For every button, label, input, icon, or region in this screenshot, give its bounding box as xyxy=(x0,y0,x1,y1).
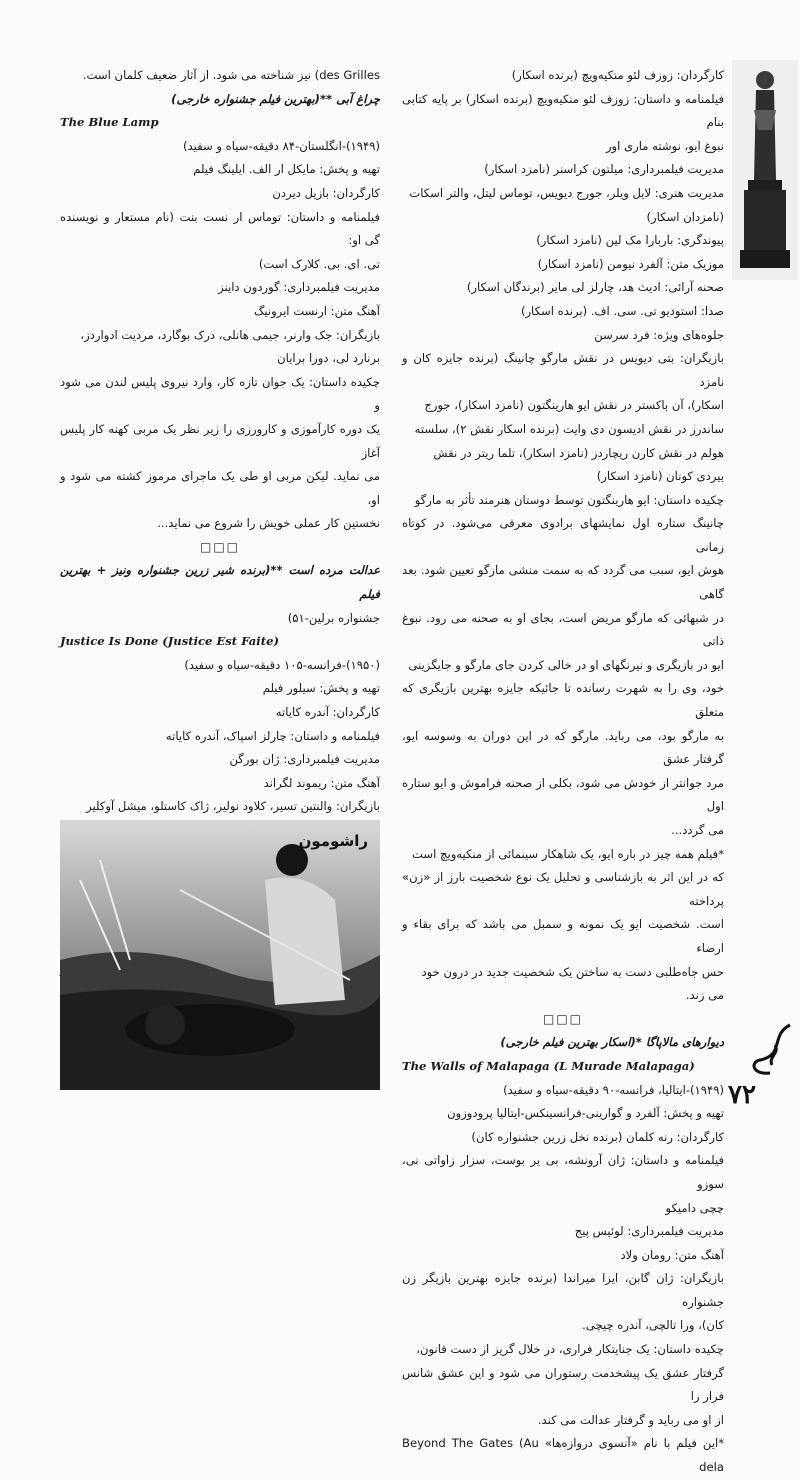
text-line: می گردد... xyxy=(671,823,724,837)
text-line: ایو در بازیگری و نیرنگهای او در خالی کردن جای مارگو و جایگزینی xyxy=(408,657,724,672)
text-line: بازیگران: بتی دیویس در نقش مارگو چانینگ (برنده جایزه کان و نامزد xyxy=(402,351,724,389)
film-title: عدالت مرده است **(برنده شیر زرین جشنواره ونیز + بهترین فیلم xyxy=(60,563,380,602)
text-line: آهنگ متن: رومان ولاد xyxy=(620,1247,724,1262)
text-line: فیلمنامه و داستان: چارلز اسپاک، آندره کایاته xyxy=(165,728,380,743)
text-line: هوش ایو، سبب می گردد که به سمت منشی مارگو تعیین شود. بعد گاهی xyxy=(402,563,724,602)
page-number: ۷۲ xyxy=(728,1080,756,1110)
text-line: مدیریت هنری: لایل ویلر، جورج دیویس، توماس لیتل، والتر اسکات xyxy=(409,185,724,200)
text-line: صحنه آرائی: ادیث هد، چارلز لی مایر (برندگان اسکار) xyxy=(466,280,724,295)
film-latin-title: The Blue Lamp xyxy=(60,115,159,130)
text-line: برنارد لی، دورا برایان xyxy=(277,351,380,366)
text-line: بیردی کونان (نامزد اسکار) xyxy=(596,469,724,484)
text-line: اسکار)، آن باکستر در نقش ایو هارینگتون (نامزد اسکار)، جورج xyxy=(424,398,724,413)
oscar-statuette-icon xyxy=(732,60,798,280)
text-line: به مارگو بود، می رباید. مارگو که در این دوران به وسوسه ایو، گرفتار عشق xyxy=(402,728,724,767)
film-details xyxy=(402,1079,724,1480)
text-line: هولم در نقش کارن ریچاردز (نامزد اسکار)، تلما ریتر در نقش xyxy=(433,445,724,460)
text-line: چچی دامیکو xyxy=(665,1200,724,1215)
text-line: بازیگران: ژان گابن، ایزا میراندا (برنده جایزه بهترین بازیگر زن جشنواره xyxy=(402,1271,724,1309)
text-line: مدیریت فیلمبرداری: میلتون کراسنر (نامزد اسکار) xyxy=(484,162,724,177)
text-line: یک دوره کارآموزی و کارورزی را زیر نظر یک مربی کهنه کار پلیس آغاز xyxy=(60,421,380,460)
text-line: از او می رباید و گرفتار عدالت می کند. xyxy=(537,1412,724,1427)
text-line: چانینگ ستاره اول نمایشهای برادوی معرفی می‌شود. در کوتاه زمانی xyxy=(402,516,724,554)
text-line: (۱۹۴۹)-ایتالیا، فرانسه-۹۰ دقیقه-سیاه و سفید) xyxy=(503,1082,724,1097)
text-line: چکیده داستان: یک جوان تازه کار، وارد نیروی پلیس لندن می شود و xyxy=(60,374,380,413)
text-line: می نماید. لیکن مربی او طی یک ماجرای مرموز کشته می شود و او، xyxy=(60,469,380,507)
film-latin-title: The Walls of Malapaga (L Murade Malapaga) xyxy=(402,1058,695,1073)
text-line: که در این اثر به بازشناسی و تحلیل یک نوع شخصیت بارز از «زن» پرداخته xyxy=(402,870,724,908)
text-line: مدیریت فیلمبرداری: لوئیس پیج xyxy=(574,1224,724,1239)
text-line: چکیده داستان: ایو هارینگتون توسط دوستان هنرمند تأثر به مارگو xyxy=(414,492,724,507)
section-separator: □□□ xyxy=(199,539,240,554)
logo-script-icon xyxy=(740,1015,800,1085)
text-line: فیلمنامه و داستان: ژان آرونشه، بی یر بوست، سزار زاواتی نی، سوزو xyxy=(402,1153,724,1191)
text-line: تهیه و پخش: مایکل ار الف. ایلینگ فیلم xyxy=(193,162,380,177)
text-line: فیلمنامه‌ و داستان: زوزف لئو منکیه‌ویچ (برنده اسکار) بر پایه کتابی بنام xyxy=(402,91,724,130)
text-line: (نامزدان اسکار) xyxy=(646,209,724,224)
text-line: کارگردان: رنه کلمان (برنده نخل زرین جشنواره کان) xyxy=(471,1129,724,1144)
text-line: چکیده داستان: یک جنایتکار فراری، در خلال گریز از دست قانون، xyxy=(416,1342,724,1357)
text-line: *این فیلم با نام «آنسوی دروازه‌ها» Beyond The Gates (Au dela xyxy=(402,1436,724,1475)
left-column-text xyxy=(60,64,380,88)
section-separator: □□□ xyxy=(542,1011,583,1026)
text-line: تهیه و پخش: آلفرد و گوارینی-فرانسینکس-ایتالیا پرودوزون xyxy=(447,1106,724,1121)
text-line: در شبهائی که مارگو مریض است، بجای او به صحنه می رود. نبوغ ذاتی xyxy=(402,610,724,649)
text-line: صدا: استودیو تی. سی. اف. (برنده اسکار) xyxy=(520,303,724,318)
text-line: تهیه و پخش: سیلور فیلم xyxy=(262,681,380,696)
text-line: *فیلم همه چیز در باره ایو، یک شاهکار سینمائی از منکیه‌ویچ است xyxy=(411,846,724,861)
film-latin-title: Justice Is Done (Justice Est Faite) xyxy=(60,634,279,649)
text-line: کان)، ورا تالچی، آندره چیچی. xyxy=(582,1318,724,1333)
text-line: بازیگران: جک وارنر، جیمی هانلی، درک بوگارد، مردیت ادواردز، xyxy=(80,327,380,342)
right-column-text xyxy=(402,64,724,1008)
text-line: جلوه‌های ویژه: فرد سرسن xyxy=(594,327,724,342)
film-title-continued: جشنواره برلین-۵۱) xyxy=(287,610,380,625)
text-line: (۱۹۵۰)-فرانسه-۱۰۵ دقیقه-سیاه و سفید) xyxy=(184,657,380,672)
text-line: مدیریت فیلمبرداری: ژان بورگن xyxy=(229,752,380,767)
text-line: مدیریت فیلمبرداری: گوردون داینز xyxy=(218,280,380,295)
magazine-logo xyxy=(740,1015,800,1085)
text-line: است. شخصیت ایو یک نمونه و سمبل می باشد که برای بقاء و ارضاء xyxy=(402,917,724,955)
text-line: (۱۹۴۹)-انگلستان-۸۴ دقیقه-سیاه و سفید) xyxy=(182,138,380,153)
film-still-photo xyxy=(60,820,380,1090)
film-details xyxy=(60,135,380,536)
text-line: نبوغ ایو، نوشته ماری اور xyxy=(605,138,724,153)
text-line: کارگردان: آندره کایاته xyxy=(275,705,380,720)
text-line: کارگردان: بازیل دیردن xyxy=(272,185,380,200)
text-line: آهنگ متن: ارنست ایرونیگ xyxy=(253,303,380,318)
text-line: پیوندگری: باربارا مک لین (نامزد اسکار) xyxy=(536,233,724,248)
text-line: نخستین کار عملی خویش را شروع می نماید... xyxy=(157,516,380,531)
text-line: خود، وی را به شهرت رسانده تا جائیکه جایزه بهترین بازیگری که متعلق xyxy=(402,681,724,720)
text-line: des Grilles) نیز شناخته می شود. از آثار ضعیف کلمان است. xyxy=(82,68,380,82)
text-line: آهنگ متن: ریموند لگراند xyxy=(263,775,380,790)
text-line: فیلمنامه و داستان: توماس ار نست بنت (نام مستعار و نویسنده گی او: xyxy=(60,209,380,248)
photo-illustration xyxy=(60,820,380,1090)
text-line: ساندرز در نقش ادیسون دی وایت (برنده اسکار نقش ۲)، سلسته xyxy=(414,421,724,436)
photo-caption: راشومون xyxy=(298,832,368,850)
text-line: گرفتار عشق یک پیشخدمت رستوران می شود و این عشق شانس فرار را xyxy=(402,1365,724,1404)
decorative-strip xyxy=(732,60,798,1090)
film-title: دیوارهای مالاپاگا *(اسکار بهترین فیلم خارجی) xyxy=(500,1035,724,1050)
text-line: بازیگران: والنتین تسیر، کلاود نولیر، ژاک کاستلو، میشل آوکلیر xyxy=(86,799,380,814)
right-column xyxy=(402,64,724,1480)
text-line: تی. ای. بی. کلارک است) xyxy=(258,256,380,271)
text-line: می زند. xyxy=(685,988,724,1003)
text-line: کارگردان: زوزف لئو منکیه‌ویچ (برنده اسکار) xyxy=(511,68,724,82)
text-line: حس جاه‌طلبی دست به ساختن یک شخصیت جدید در درون خود xyxy=(421,964,724,979)
text-line: موزیک متن: آلفرد نیومن (نامزد اسکار) xyxy=(537,256,724,271)
text-line: مرد جوانتر از خودش می شود، بکلی از صحنه فراموش و ایو ستاره اول xyxy=(402,775,724,814)
film-title: چراغ آبی **(بهترین فیلم جشنواره خارجی) xyxy=(171,91,380,106)
